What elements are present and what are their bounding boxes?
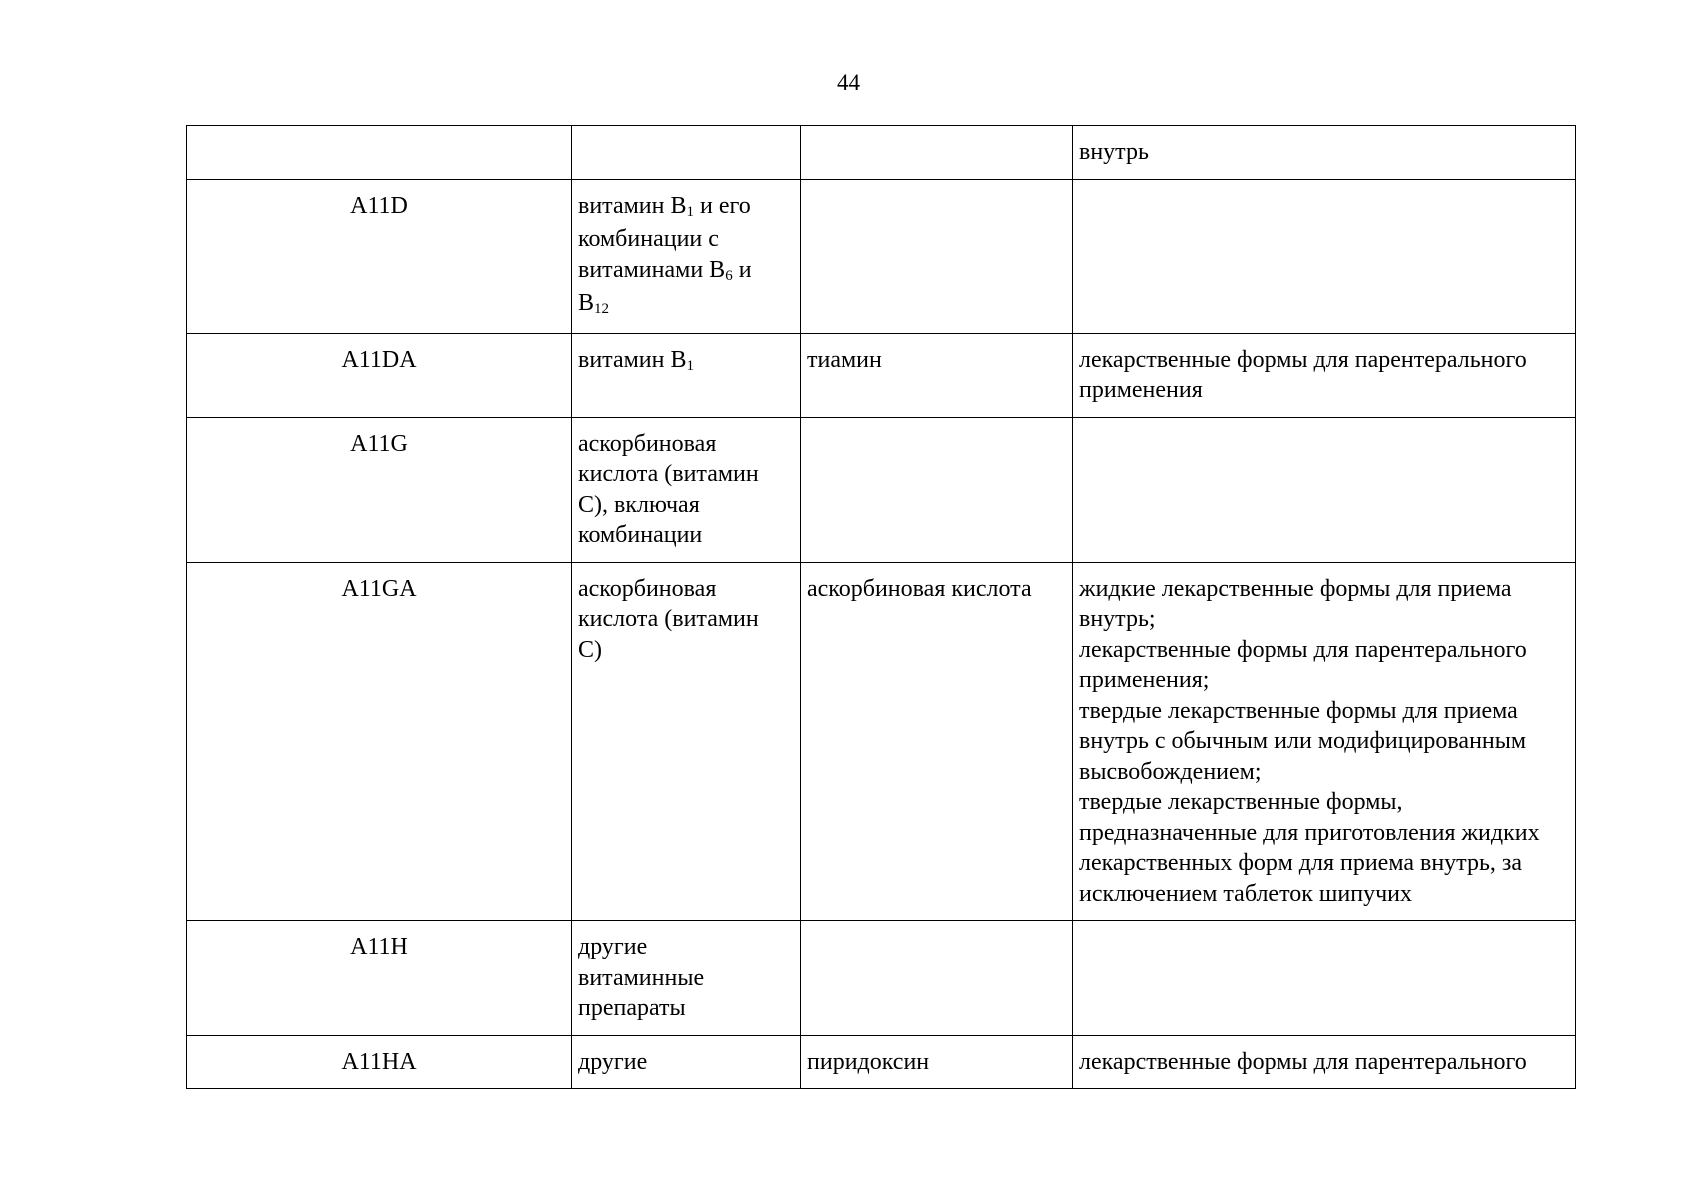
group-line: $B_{12}$ — [578, 290, 610, 317]
page-number: 44 — [837, 70, 860, 95]
group-line: кислота (витамин — [578, 461, 759, 487]
table-row — [187, 921, 1576, 1036]
forms-cell — [1073, 126, 1576, 180]
group-line: витаминные — [578, 964, 705, 991]
drug-cell: аскорбиновая кислота — [801, 562, 1073, 921]
atc-code-cell: A11D — [187, 179, 572, 333]
drug-table — [186, 125, 1576, 1089]
table-row — [187, 1035, 1576, 1089]
atc-code-cell — [187, 126, 572, 180]
forms-cell — [1073, 333, 1576, 417]
dosage-form: твердые лекарственные формы для приема внутрь с обычным или модифицированным высвобождением; — [1079, 697, 1527, 785]
group-line: аскорбиновая — [578, 430, 717, 457]
group-line: аскорбиновая — [578, 575, 717, 602]
group-line: другие — [578, 1048, 648, 1075]
forms-cell — [1073, 1035, 1576, 1089]
group-cell — [572, 333, 801, 417]
dosage-form: лекарственные формы для парентерального применения — [1079, 346, 1527, 403]
atc-code-cell: A11GA — [187, 562, 572, 921]
group-cell — [572, 179, 801, 333]
group-line: кислота (витамин — [578, 606, 759, 632]
group-line: C), включая — [578, 491, 700, 518]
table-row — [187, 333, 1576, 417]
drug-cell — [801, 126, 1073, 180]
group-line: другие — [578, 934, 648, 960]
table-row — [187, 562, 1576, 921]
dosage-form: лекарственные формы для парентерального — [1079, 1048, 1527, 1075]
dosage-form: внутрь — [1079, 139, 1149, 165]
atc-code-cell: A11H — [187, 921, 572, 1036]
group-cell — [572, 921, 801, 1036]
group-line: комбинации — [578, 522, 703, 548]
atc-code-cell: A11HA — [187, 1035, 572, 1089]
group-line: витаминами $B_6$ и — [578, 256, 752, 284]
group-cell — [572, 562, 801, 921]
forms-cell — [1073, 921, 1576, 1036]
group-cell — [572, 126, 801, 180]
group-line: C) — [578, 636, 602, 663]
group-line: витамин $B_1$ и его — [578, 192, 751, 220]
table-row — [187, 417, 1576, 562]
forms-cell — [1073, 179, 1576, 333]
table-body — [187, 126, 1576, 1089]
drug-cell: пиридоксин — [801, 1035, 1073, 1089]
group-line: комбинации с — [578, 226, 719, 252]
drug-cell — [801, 179, 1073, 333]
group-line: витамин $B_1$ — [578, 346, 694, 374]
drug-cell: тиамин — [801, 333, 1073, 417]
drug-cell — [801, 921, 1073, 1036]
atc-code-cell: A11DA — [187, 333, 572, 417]
forms-cell — [1073, 417, 1576, 562]
group-cell — [572, 1035, 801, 1089]
dosage-form: твердые лекарственные формы, предназначенные для приготовления жидких лекарственных форм для приема внутрь, за исключением таблеток шипучих — [1079, 789, 1540, 907]
dosage-form: лекарственные формы для парентерального применения; — [1079, 636, 1527, 693]
drug-cell — [801, 417, 1073, 562]
table-row — [187, 126, 1576, 180]
group-line: препараты — [578, 995, 686, 1021]
forms-cell — [1073, 562, 1576, 921]
dosage-form: жидкие лекарственные формы для приема внутрь; — [1079, 575, 1512, 632]
table-row — [187, 179, 1576, 333]
atc-code-cell: A11G — [187, 417, 572, 562]
group-cell — [572, 417, 801, 562]
